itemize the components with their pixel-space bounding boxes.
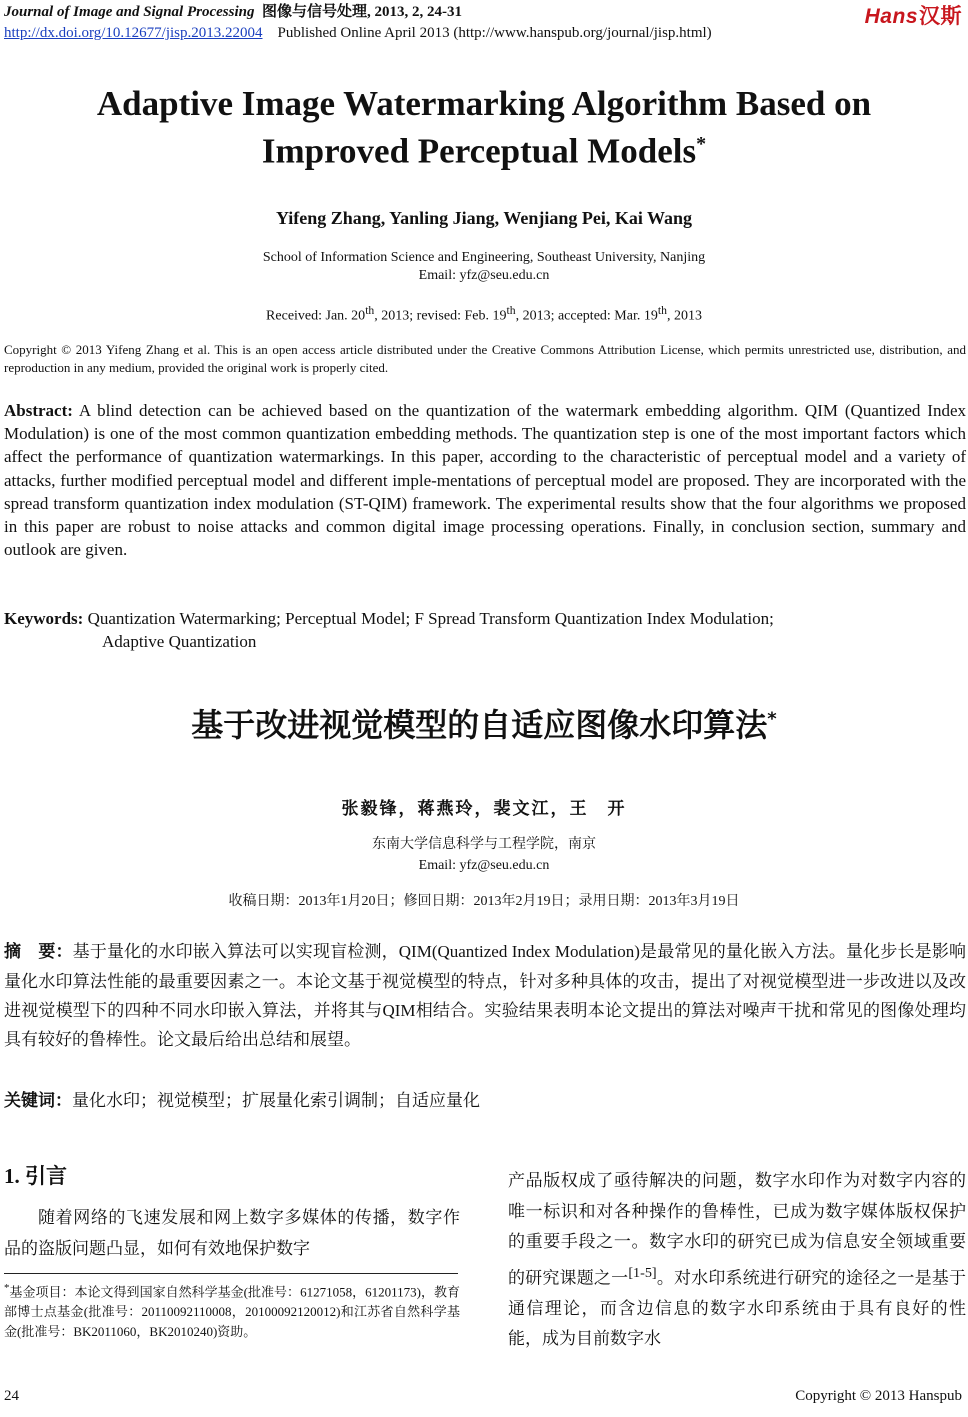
cn-affiliation: 东南大学信息科学与工程学院，南京 <box>372 837 596 852</box>
cn-title-text: 基于改进视觉模型的自适应图像水印算法 <box>191 706 768 744</box>
chinese-authors: 张毅锋，蒋燕玲，裴文江，王 开 <box>341 799 627 818</box>
doi-link[interactable]: http://dx.doi.org/10.12677/jisp.2013.22004 <box>4 25 263 41</box>
intro-paragraph-right-b: 。对水印系统进行研究的途径之一是基于通信理论，而含边信息的数字水印系统由于具有良好的性能，成为目前数字水 <box>508 1268 966 1349</box>
keywords <box>4 607 966 653</box>
right-column <box>508 1166 966 1355</box>
abstract-label: Abstract: <box>4 401 73 420</box>
journal-name-cn: 图像与信号处理, 2013, 2, 24-31 <box>261 4 462 20</box>
left-column <box>4 1202 460 1264</box>
chinese-title <box>0 700 968 746</box>
doi-line <box>4 25 712 42</box>
paper-title <box>0 84 968 172</box>
cn-title-mark: * <box>767 708 777 730</box>
cn-abstract-text: 基于量化的水印嵌入算法可以实现盲检测，QIM(Quantized Index Modulation)是最常见的量化嵌入方法。量化步长是影响量化水印算法性能的最重要因素之一。本论文基于视觉模型的特点，针对多种具体的攻击，提出了对视觉模型进一步改进以及改进视觉模型下的四种不同水印嵌入算法，并将其与QIM相结合。实验结果表明本论文提出的算法对噪声干扰和常见的图像处理均具有较好的鲁棒性。论文最后给出总结和展望。 <box>4 942 966 1049</box>
journal-name: Journal of Image and Signal Processing <box>4 4 255 20</box>
email: Email: yfz@seu.edu.cn <box>418 268 550 283</box>
cn-keywords-label: 关键词： <box>4 1091 72 1111</box>
footer-copyright: Copyright © 2013 Hanspub <box>795 1388 962 1404</box>
received-dates <box>0 304 968 325</box>
chinese-received-dates: 收稿日期：2013年1月20日；修回日期：2013年2月19日；录用日期：2013年3月19日 <box>228 894 740 909</box>
received-date: Received: Jan. 20 <box>266 308 366 324</box>
logo-text: Hans <box>864 5 918 28</box>
author-list: Yifeng Zhang, Yanling Jiang, Wenjiang Pei, Kai Wang <box>275 208 693 228</box>
cn-abstract-label: 摘 要： <box>4 942 73 962</box>
funding-footnote <box>4 1278 460 1342</box>
abstract-text: A blind detection can be achieved based on the quantization of the watermark embedding algorithm. QIM (Quantized Index Modulation) is one of the most common quantization embedding methods. The quantization step is one of the most important factors which affect the performance of quantization watermarkings. In this paper, according to the characteristic of perceptual model and a variety of attacks, further modified perceptual model and different imple-mentations of perceptual model are proposed. They are incorporated with the spread transform quantization index modulation (ST-QIM) framework. The experimental results show that the four algorithms we proposed in this paper are robust to noise attacks and common digital image processing operations. Finally, in conclusion section, summary and outlook are given. <box>4 401 967 560</box>
keywords-line-1: Quantization Watermarking; Perceptual Model; F Spread Transform Quantization Index Modulation; <box>87 609 774 628</box>
ordinal-suffix: th <box>657 304 667 317</box>
ordinal-suffix: th <box>365 304 375 317</box>
footnote-text: 基金项目：本论文得到国家自然科学基金(批准号：61271058，61201173)，教育部博士点基金(批准号：20110092110008，20100092120012)和江苏省自然科学基金(批准号：BK2011060，BK2010240)资助。 <box>4 1284 460 1340</box>
chinese-abstract <box>4 937 966 1054</box>
copyright-notice: Copyright © 2013 Yifeng Zhang et al. This is an open access article distributed under the Creative Commons Attribution License, which permits unrestricted use, distribution, and reproduction in any medium, provided the original work is properly cited. <box>4 342 966 375</box>
abstract <box>4 399 966 561</box>
keywords-label: Keywords: <box>4 609 84 628</box>
title-footnote-mark: * <box>696 133 707 155</box>
page-number: 24 <box>4 1388 19 1404</box>
ordinal-suffix: th <box>506 304 516 317</box>
keywords-line-2: Adaptive Quantization <box>102 632 257 651</box>
journal-header <box>4 0 462 21</box>
title-line-2: Improved Perceptual Models <box>261 131 697 171</box>
cn-keywords-text: 量化水印；视觉模型；扩展量化索引调制；自适应量化 <box>72 1091 480 1110</box>
hanspub-logo <box>865 0 962 30</box>
accepted-year: , 2013 <box>666 308 702 324</box>
accepted-date: , 2013; accepted: Mar. 19 <box>515 308 658 324</box>
intro-paragraph-right-a: 产品版权成了亟待解决的问题，数字水印作为对数字内容的唯一标识和对各种操作的鲁棒性，已成为数字媒体版权保护的重要手段之一。数字水印的研究已成为信息安全领域重要的研究课题之一 <box>508 1171 966 1288</box>
citation-ref[interactable]: [1-5] <box>628 1264 657 1281</box>
cn-email: Email: yfz@seu.edu.cn <box>418 858 550 873</box>
logo-text-cn: 汉斯 <box>919 5 962 28</box>
footnote-mark: * <box>4 1282 10 1294</box>
affiliation: School of Information Science and Engineering, Southeast University, Nanjing <box>262 250 706 265</box>
affiliation-block <box>0 249 968 285</box>
published-info: Published Online April 2013 (http://www.hanspub.org/journal/jisp.html) <box>277 25 712 41</box>
intro-paragraph-left: 随着网络的飞速发展和网上数字多媒体的传播，数字作品的盗版问题凸显，如何有效地保护数字 <box>4 1208 460 1258</box>
chinese-keywords <box>4 1086 966 1111</box>
section-heading-introduction: 1. 引言 <box>4 1164 67 1188</box>
chinese-affiliation-block <box>0 834 968 876</box>
footnote-divider <box>4 1273 458 1274</box>
title-line-1: Adaptive Image Watermarking Algorithm Based on <box>96 84 872 123</box>
revised-date: , 2013; revised: Feb. 19 <box>374 308 507 324</box>
